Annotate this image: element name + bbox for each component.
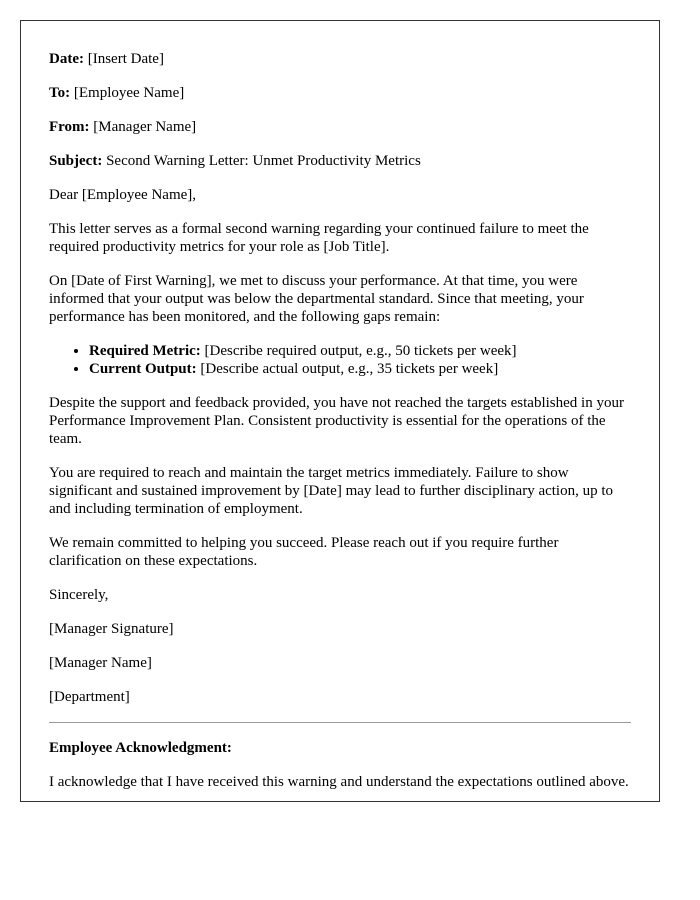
department: [Department]: [49, 689, 130, 705]
metric-label: Current Output:: [89, 361, 197, 377]
acknowledgment-heading-text: Employee Acknowledgment:: [49, 740, 232, 756]
subject-value: Second Warning Letter: Unmet Productivity Metrics: [106, 153, 421, 169]
from-label: From:: [49, 119, 90, 135]
paragraph-commitment: We remain committed to helping you succeed. Please reach out if you require further clarification on these expectations.: [49, 535, 559, 569]
salutation: Dear [Employee Name],: [49, 187, 197, 203]
section-divider: [49, 722, 631, 723]
from-value: [Manager Name]: [93, 119, 197, 135]
manager-name: [Manager Name]: [49, 655, 152, 671]
paragraph-support: Despite the support and feedback provided, you have not reached the targets established in your Performance Improvement Plan. Consistent productivity is essential for the operations of the team.: [49, 395, 624, 447]
metric-value: [Describe required output, e.g., 50 tickets per week]: [204, 343, 517, 359]
date-label: Date:: [49, 51, 84, 67]
to-label: To:: [49, 85, 71, 101]
date-value: [Insert Date]: [87, 51, 164, 67]
signature-placeholder: [Manager Signature]: [49, 621, 174, 637]
list-item: [89, 342, 631, 360]
metric-label: Required Metric:: [89, 343, 201, 359]
paragraph-intro: This letter serves as a formal second warning regarding your continued failure to meet the required productivity metrics for your role as [Job Title].: [49, 221, 589, 255]
date-line: [49, 50, 631, 68]
paragraph-requirement: You are required to reach and maintain the target metrics immediately. Failure to show significant and sustained improvement by [Date] may lead to further disciplinary action, up to and including termination of employment.: [49, 465, 614, 517]
subject-label: Subject:: [49, 153, 103, 169]
letter-page: [20, 20, 660, 802]
paragraph-history: On [Date of First Warning], we met to discuss your performance. At that time, you were informed that your output was below the departmental standard. Since that meeting, your performance has been monitored, and the following gaps remain:: [49, 273, 584, 325]
to-value: [Employee Name]: [73, 85, 185, 101]
metric-value: [Describe actual output, e.g., 35 tickets per week]: [200, 361, 499, 377]
list-item: [89, 360, 631, 378]
metrics-list: [49, 342, 631, 378]
sign-off: Sincerely,: [49, 587, 109, 603]
subject-line: [49, 152, 631, 170]
to-line: [49, 84, 631, 102]
from-line: [49, 118, 631, 136]
acknowledgment-text: I acknowledge that I have received this warning and understand the expectations outlined above.: [49, 774, 629, 790]
acknowledgment-heading: [49, 739, 631, 757]
letter-content: [21, 21, 659, 791]
